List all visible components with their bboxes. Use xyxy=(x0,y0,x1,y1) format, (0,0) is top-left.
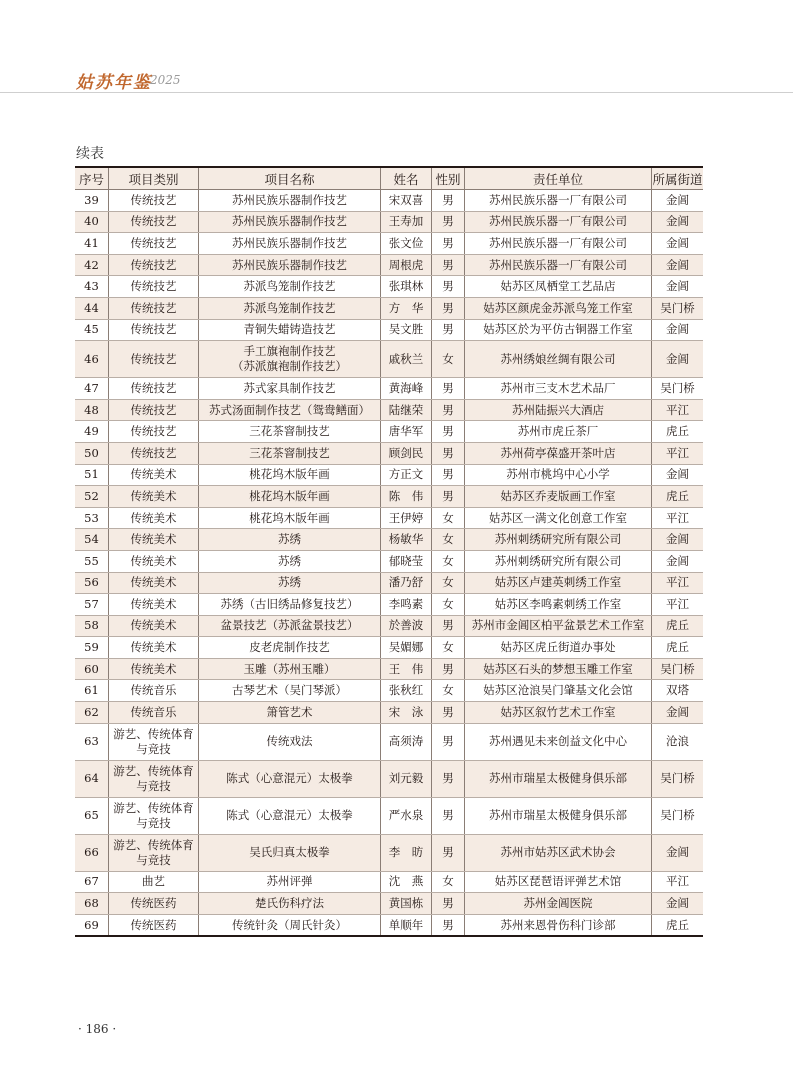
col-header-gender: 性别 xyxy=(432,167,465,190)
cell-gender: 男 xyxy=(432,760,465,797)
yearbook-year: 2025 xyxy=(150,73,181,87)
table-row xyxy=(75,637,703,659)
table-row xyxy=(75,871,703,893)
cell-street: 沧浪 xyxy=(652,723,704,760)
cell-no: 51 xyxy=(75,464,109,486)
table-row xyxy=(75,442,703,464)
cell-street: 平江 xyxy=(652,507,704,529)
cell-no: 62 xyxy=(75,702,109,724)
cell-unit: 苏州市姑苏区武术协会 xyxy=(465,834,652,871)
cell-category: 游艺、传统体育 与竞技 xyxy=(109,760,199,797)
cell-unit: 姑苏区沧浪吴门肇基文化会馆 xyxy=(465,680,652,702)
cell-project: 苏州民族乐器制作技艺 xyxy=(199,190,381,212)
cell-project: 皮老虎制作技艺 xyxy=(199,637,381,659)
cell-no: 56 xyxy=(75,572,109,594)
cell-unit: 苏州民族乐器一厂有限公司 xyxy=(465,233,652,255)
cell-no: 46 xyxy=(75,341,109,378)
cell-unit: 姑苏区石头的梦想玉雕工作室 xyxy=(465,658,652,680)
table-row xyxy=(75,464,703,486)
cell-gender: 男 xyxy=(432,319,465,341)
cell-project: 手工旗袍制作技艺 （苏派旗袍制作技艺） xyxy=(199,341,381,378)
cell-unit: 姑苏区一满文化创意工作室 xyxy=(465,507,652,529)
cell-name: 方 华 xyxy=(381,297,432,319)
cell-project: 三花茶窨制技艺 xyxy=(199,421,381,443)
cell-project: 玉雕（苏州玉雕） xyxy=(199,658,381,680)
cell-project: 苏绣 xyxy=(199,550,381,572)
table-row xyxy=(75,797,703,834)
cell-name: 陈 伟 xyxy=(381,486,432,508)
cell-no: 50 xyxy=(75,442,109,464)
cell-street: 平江 xyxy=(652,399,704,421)
col-header-unit: 责任单位 xyxy=(465,167,652,190)
cell-no: 48 xyxy=(75,399,109,421)
cell-gender: 女 xyxy=(432,507,465,529)
cell-gender: 女 xyxy=(432,341,465,378)
cell-project: 陈式（心意混元）太极拳 xyxy=(199,797,381,834)
cell-street: 虎丘 xyxy=(652,421,704,443)
table-caption: 续表 xyxy=(76,146,104,162)
cell-category: 曲艺 xyxy=(109,871,199,893)
table-row xyxy=(75,893,703,915)
cell-unit: 苏州民族乐器一厂有限公司 xyxy=(465,190,652,212)
cell-no: 67 xyxy=(75,871,109,893)
cell-unit: 苏州市桃坞中心小学 xyxy=(465,464,652,486)
cell-unit: 姑苏区颜虎金苏派鸟笼工作室 xyxy=(465,297,652,319)
cell-no: 53 xyxy=(75,507,109,529)
cell-unit: 苏州市瑞星太极健身俱乐部 xyxy=(465,760,652,797)
cell-gender: 男 xyxy=(432,834,465,871)
cell-unit: 苏州刺绣研究所有限公司 xyxy=(465,529,652,551)
cell-project: 苏州民族乐器制作技艺 xyxy=(199,211,381,233)
cell-no: 45 xyxy=(75,319,109,341)
cell-project: 苏州民族乐器制作技艺 xyxy=(199,254,381,276)
cell-gender: 男 xyxy=(432,914,465,936)
cell-category: 游艺、传统体育 与竞技 xyxy=(109,723,199,760)
cell-no: 69 xyxy=(75,914,109,936)
cell-name: 黄海峰 xyxy=(381,378,432,400)
cell-street: 金阊 xyxy=(652,190,704,212)
cell-gender: 男 xyxy=(432,893,465,915)
cell-category: 传统音乐 xyxy=(109,702,199,724)
cell-project: 青铜失蜡铸造技艺 xyxy=(199,319,381,341)
cell-category: 游艺、传统体育 与竞技 xyxy=(109,834,199,871)
cell-category: 传统技艺 xyxy=(109,211,199,233)
table-row xyxy=(75,190,703,212)
table-header-row xyxy=(75,167,703,190)
cell-street: 金阊 xyxy=(652,254,704,276)
cell-unit: 苏州市虎丘茶厂 xyxy=(465,421,652,443)
col-header-street: 所属街道 xyxy=(652,167,704,190)
cell-name: 刘元毅 xyxy=(381,760,432,797)
cell-street: 金阊 xyxy=(652,893,704,915)
table-row xyxy=(75,615,703,637)
table-row xyxy=(75,254,703,276)
cell-name: 於善波 xyxy=(381,615,432,637)
cell-unit: 姑苏区虎丘街道办事处 xyxy=(465,637,652,659)
cell-category: 传统技艺 xyxy=(109,421,199,443)
cell-unit: 苏州来恩骨伤科门诊部 xyxy=(465,914,652,936)
cell-no: 40 xyxy=(75,211,109,233)
cell-project: 吴氏归真太极拳 xyxy=(199,834,381,871)
cell-gender: 男 xyxy=(432,486,465,508)
table-row xyxy=(75,914,703,936)
cell-unit: 姑苏区乔麦版画工作室 xyxy=(465,486,652,508)
cell-category: 传统技艺 xyxy=(109,254,199,276)
table-row xyxy=(75,378,703,400)
cell-name: 张文俭 xyxy=(381,233,432,255)
cell-street: 吴门桥 xyxy=(652,760,704,797)
table-row xyxy=(75,233,703,255)
cell-name: 高须涛 xyxy=(381,723,432,760)
cell-street: 虎丘 xyxy=(652,615,704,637)
table-row xyxy=(75,658,703,680)
cell-category: 传统美术 xyxy=(109,529,199,551)
cell-street: 吴门桥 xyxy=(652,378,704,400)
table-row xyxy=(75,529,703,551)
table-row xyxy=(75,680,703,702)
cell-category: 传统美术 xyxy=(109,637,199,659)
cell-no: 68 xyxy=(75,893,109,915)
cell-no: 61 xyxy=(75,680,109,702)
cell-category: 传统美术 xyxy=(109,658,199,680)
table-row xyxy=(75,702,703,724)
cell-name: 潘乃舒 xyxy=(381,572,432,594)
cell-gender: 女 xyxy=(432,637,465,659)
cell-project: 盆景技艺（苏派盆景技艺） xyxy=(199,615,381,637)
cell-street: 虎丘 xyxy=(652,486,704,508)
table-row xyxy=(75,319,703,341)
table-row xyxy=(75,276,703,298)
cell-no: 66 xyxy=(75,834,109,871)
cell-street: 金阊 xyxy=(652,529,704,551)
cell-gender: 女 xyxy=(432,529,465,551)
cell-street: 平江 xyxy=(652,871,704,893)
col-header-category: 项目类别 xyxy=(109,167,199,190)
cell-name: 李鸣素 xyxy=(381,594,432,616)
cell-unit: 姑苏区李鸣素刺绣工作室 xyxy=(465,594,652,616)
cell-category: 传统技艺 xyxy=(109,233,199,255)
cell-project: 苏州民族乐器制作技艺 xyxy=(199,233,381,255)
cell-project: 桃花坞木版年画 xyxy=(199,486,381,508)
cell-no: 60 xyxy=(75,658,109,680)
cell-unit: 苏州市瑞星太极健身俱乐部 xyxy=(465,797,652,834)
cell-category: 传统医药 xyxy=(109,893,199,915)
cell-name: 方正文 xyxy=(381,464,432,486)
cell-project: 陈式（心意混元）太极拳 xyxy=(199,760,381,797)
cell-category: 传统美术 xyxy=(109,464,199,486)
table-row xyxy=(75,572,703,594)
cell-name: 吴文胜 xyxy=(381,319,432,341)
cell-unit: 苏州刺绣研究所有限公司 xyxy=(465,550,652,572)
cell-gender: 男 xyxy=(432,464,465,486)
cell-name: 顾剑民 xyxy=(381,442,432,464)
cell-unit: 苏州市金阊区柏平盆景艺术工作室 xyxy=(465,615,652,637)
cell-project: 苏式汤面制作技艺（鸳鸯鳝面） xyxy=(199,399,381,421)
cell-project: 桃花坞木版年画 xyxy=(199,507,381,529)
cell-project: 传统针灸（周氏针灸） xyxy=(199,914,381,936)
cell-category: 传统技艺 xyxy=(109,319,199,341)
cell-category: 传统技艺 xyxy=(109,442,199,464)
col-header-project: 项目名称 xyxy=(199,167,381,190)
cell-no: 41 xyxy=(75,233,109,255)
cell-name: 黄国栋 xyxy=(381,893,432,915)
cell-street: 金阊 xyxy=(652,319,704,341)
cell-gender: 男 xyxy=(432,399,465,421)
cell-street: 金阊 xyxy=(652,341,704,378)
cell-gender: 男 xyxy=(432,378,465,400)
table-row xyxy=(75,399,703,421)
cell-street: 金阊 xyxy=(652,276,704,298)
cell-project: 苏派鸟笼制作技艺 xyxy=(199,276,381,298)
cell-gender: 男 xyxy=(432,233,465,255)
cell-no: 47 xyxy=(75,378,109,400)
cell-category: 传统医药 xyxy=(109,914,199,936)
cell-gender: 女 xyxy=(432,572,465,594)
cell-project: 箫管艺术 xyxy=(199,702,381,724)
cell-gender: 男 xyxy=(432,702,465,724)
cell-no: 43 xyxy=(75,276,109,298)
cell-name: 陆继荣 xyxy=(381,399,432,421)
cell-no: 55 xyxy=(75,550,109,572)
cell-name: 张琪林 xyxy=(381,276,432,298)
cell-name: 杨敏华 xyxy=(381,529,432,551)
cell-no: 57 xyxy=(75,594,109,616)
cell-street: 金阊 xyxy=(652,550,704,572)
cell-street: 吴门桥 xyxy=(652,797,704,834)
cell-no: 54 xyxy=(75,529,109,551)
col-header-no: 序号 xyxy=(75,167,109,190)
cell-project: 楚氏伤科疗法 xyxy=(199,893,381,915)
cell-no: 52 xyxy=(75,486,109,508)
cell-street: 平江 xyxy=(652,572,704,594)
cell-gender: 女 xyxy=(432,871,465,893)
cell-name: 吴媚娜 xyxy=(381,637,432,659)
cell-name: 唐华军 xyxy=(381,421,432,443)
cell-category: 传统技艺 xyxy=(109,378,199,400)
cell-street: 金阊 xyxy=(652,211,704,233)
cell-street: 虎丘 xyxy=(652,637,704,659)
cell-street: 平江 xyxy=(652,442,704,464)
cell-street: 虎丘 xyxy=(652,914,704,936)
cell-unit: 姑苏区卢建英刺绣工作室 xyxy=(465,572,652,594)
cell-gender: 女 xyxy=(432,680,465,702)
cell-gender: 男 xyxy=(432,723,465,760)
cell-project: 古琴艺术（吴门琴派） xyxy=(199,680,381,702)
cell-name: 郁晓莹 xyxy=(381,550,432,572)
cell-no: 63 xyxy=(75,723,109,760)
cell-project: 传统戏法 xyxy=(199,723,381,760)
cell-street: 金阊 xyxy=(652,702,704,724)
cell-category: 游艺、传统体育 与竞技 xyxy=(109,797,199,834)
cell-project: 苏派鸟笼制作技艺 xyxy=(199,297,381,319)
cell-category: 传统美术 xyxy=(109,594,199,616)
cell-category: 传统美术 xyxy=(109,572,199,594)
cell-street: 金阊 xyxy=(652,233,704,255)
cell-no: 64 xyxy=(75,760,109,797)
cell-unit: 苏州民族乐器一厂有限公司 xyxy=(465,254,652,276)
table-row xyxy=(75,486,703,508)
cell-project: 苏州评弹 xyxy=(199,871,381,893)
cell-name: 戚秋兰 xyxy=(381,341,432,378)
cell-gender: 女 xyxy=(432,594,465,616)
cell-unit: 姑苏区琵琶语评弹艺术馆 xyxy=(465,871,652,893)
cell-no: 65 xyxy=(75,797,109,834)
cell-unit: 苏州遇见未来创益文化中心 xyxy=(465,723,652,760)
table-row xyxy=(75,297,703,319)
cell-no: 42 xyxy=(75,254,109,276)
cell-unit: 苏州市三支木艺术品厂 xyxy=(465,378,652,400)
cell-category: 传统技艺 xyxy=(109,190,199,212)
page-header xyxy=(0,0,793,93)
cell-unit: 苏州陆振兴大酒店 xyxy=(465,399,652,421)
page-number: · 186 · xyxy=(78,1022,117,1036)
cell-name: 张秋红 xyxy=(381,680,432,702)
cell-no: 59 xyxy=(75,637,109,659)
table-row xyxy=(75,594,703,616)
cell-name: 沈 燕 xyxy=(381,871,432,893)
yearbook-logo: 姑苏年鉴 xyxy=(76,73,152,93)
cell-name: 周根虎 xyxy=(381,254,432,276)
cell-name: 王 伟 xyxy=(381,658,432,680)
cell-category: 传统技艺 xyxy=(109,399,199,421)
cell-name: 宋双喜 xyxy=(381,190,432,212)
cell-project: 苏绣（古旧绣品修复技艺） xyxy=(199,594,381,616)
cell-gender: 男 xyxy=(432,276,465,298)
cell-unit: 苏州荷亭葆盛开茶叶店 xyxy=(465,442,652,464)
cell-unit: 姑苏区於为平仿古铜器工作室 xyxy=(465,319,652,341)
cell-project: 桃花坞木版年画 xyxy=(199,464,381,486)
cell-street: 吴门桥 xyxy=(652,297,704,319)
cell-project: 苏式家具制作技艺 xyxy=(199,378,381,400)
table-row xyxy=(75,723,703,760)
cell-no: 44 xyxy=(75,297,109,319)
table-row xyxy=(75,550,703,572)
cell-street: 双塔 xyxy=(652,680,704,702)
cell-gender: 男 xyxy=(432,797,465,834)
cell-name: 单顺年 xyxy=(381,914,432,936)
cell-category: 传统技艺 xyxy=(109,276,199,298)
cell-street: 吴门桥 xyxy=(652,658,704,680)
cell-category: 传统技艺 xyxy=(109,341,199,378)
table-row xyxy=(75,834,703,871)
cell-no: 49 xyxy=(75,421,109,443)
cell-category: 传统技艺 xyxy=(109,297,199,319)
cell-unit: 姑苏区叙竹艺术工作室 xyxy=(465,702,652,724)
cell-project: 苏绣 xyxy=(199,529,381,551)
cell-street: 金阊 xyxy=(652,464,704,486)
cell-project: 苏绣 xyxy=(199,572,381,594)
cell-street: 平江 xyxy=(652,594,704,616)
cell-name: 王伊婷 xyxy=(381,507,432,529)
cell-name: 严水泉 xyxy=(381,797,432,834)
cell-name: 李 昉 xyxy=(381,834,432,871)
cell-no: 39 xyxy=(75,190,109,212)
cell-gender: 男 xyxy=(432,254,465,276)
cell-gender: 男 xyxy=(432,658,465,680)
cell-category: 传统美术 xyxy=(109,550,199,572)
cell-category: 传统美术 xyxy=(109,615,199,637)
cell-no: 58 xyxy=(75,615,109,637)
heritage-inheritors-table xyxy=(75,166,703,937)
cell-gender: 男 xyxy=(432,211,465,233)
cell-name: 宋 泳 xyxy=(381,702,432,724)
cell-category: 传统美术 xyxy=(109,507,199,529)
cell-gender: 女 xyxy=(432,550,465,572)
col-header-name: 姓名 xyxy=(381,167,432,190)
table-row xyxy=(75,341,703,378)
cell-unit: 苏州金阊医院 xyxy=(465,893,652,915)
cell-category: 传统美术 xyxy=(109,486,199,508)
cell-gender: 男 xyxy=(432,442,465,464)
table-row xyxy=(75,760,703,797)
table-row xyxy=(75,211,703,233)
cell-gender: 男 xyxy=(432,297,465,319)
cell-category: 传统音乐 xyxy=(109,680,199,702)
cell-unit: 苏州民族乐器一厂有限公司 xyxy=(465,211,652,233)
cell-unit: 姑苏区凤栖堂工艺品店 xyxy=(465,276,652,298)
cell-street: 金阊 xyxy=(652,834,704,871)
cell-name: 王寿加 xyxy=(381,211,432,233)
table-row xyxy=(75,507,703,529)
cell-project: 三花茶窨制技艺 xyxy=(199,442,381,464)
cell-unit: 苏州绣娘丝绸有限公司 xyxy=(465,341,652,378)
table-row xyxy=(75,421,703,443)
cell-gender: 男 xyxy=(432,421,465,443)
cell-gender: 男 xyxy=(432,615,465,637)
cell-gender: 男 xyxy=(432,190,465,212)
